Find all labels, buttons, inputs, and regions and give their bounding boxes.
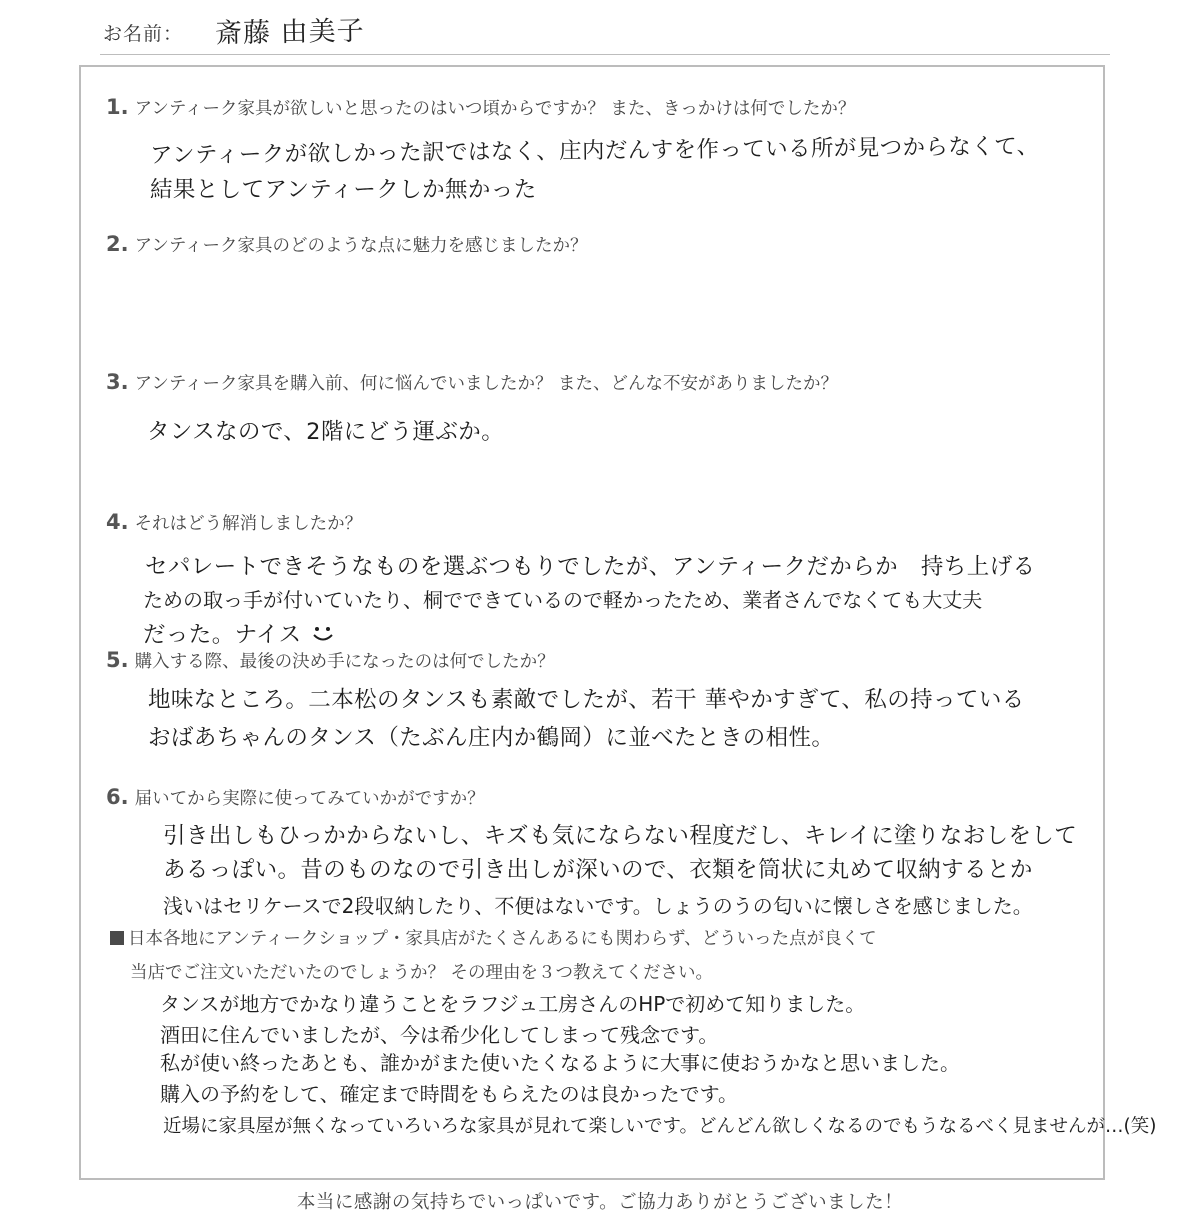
question-5 xyxy=(106,648,555,673)
answer-6-line-2: あるっぽい。昔のものなので引き出しが深いので、衣類を筒状に丸めて収納するとか xyxy=(163,857,1033,883)
question-text: アンティーク家具のどのような点に魅力を感じましたか？ xyxy=(134,236,588,256)
question-number: 4. xyxy=(106,510,129,534)
special-answer-line-4: 購入の予約をして、確定まで時間をもらえたのは良かったです。 xyxy=(160,1082,738,1106)
question-text: 届いてから実際に使ってみていかがですか？ xyxy=(134,789,485,809)
answer-4-line-3-text: だった。ナイス xyxy=(143,622,302,648)
question-number: 1. xyxy=(106,95,129,119)
question-number: 2. xyxy=(106,232,129,256)
answer-6-line-1: 引き出しもひっかからないし、キズも気にならない程度だし、キレイに塗りなおしをして xyxy=(163,823,1078,849)
question-text: それはどう解消しましたか？ xyxy=(134,514,363,534)
special-answer-line-3: 私が使い終ったあとも、誰かがまた使いたくなるように大事に使おうかなと思いました。 xyxy=(160,1051,960,1075)
question-4 xyxy=(106,510,362,535)
smiley-face-icon xyxy=(311,624,335,644)
question-text: アンティーク家具が欲しいと思ったのはいつ頃からですか？ また、きっかけは何でしたか？ xyxy=(134,99,856,119)
special-answer-line-1: タンスが地方でかなり違うことをラフジュ工房さんのHPで初めて知りました。 xyxy=(160,992,866,1016)
special-question-text: 日本各地にアンティークショップ・家具店がたくさんあるにも関わらず、どういった点が良くて xyxy=(128,929,877,949)
question-text: 購入する際、最後の決め手になったのは何でしたか？ xyxy=(134,652,555,672)
special-answer-line-2: 酒田に住んでいましたが、今は希少化してしまって残念です。 xyxy=(160,1023,719,1047)
question-number: 3. xyxy=(106,370,129,394)
square-bullet-icon xyxy=(110,931,124,945)
answer-4-line-2: ための取っ手が付いていたり、桐でできているので軽かったため、業者さんでなくても大丈夫 xyxy=(143,588,983,612)
question-6 xyxy=(106,785,485,810)
answer-3-line-1: タンスなので、2階にどう運ぶか。 xyxy=(147,419,505,445)
name-row xyxy=(103,14,365,50)
answer-1-line-1: アンティークが欲しかった訳ではなく、庄内だんすを作っている所が見つからなくて、 xyxy=(149,133,1040,169)
name-label: お名前： xyxy=(103,22,184,45)
answer-5-line-1: 地味なところ。二本松のタンスも素敵でしたが、若干 華やかすぎて、私の持っている xyxy=(148,687,1025,713)
question-text: アンティーク家具を購入前、何に悩んでいましたか？ また、どんな不安がありましたか？ xyxy=(134,374,839,394)
name-value: 斎藤 由美子 xyxy=(214,15,365,50)
question-number: 6. xyxy=(106,785,129,809)
footer-thanks: 本当に感謝の気持ちでいっぱいです。ご協力ありがとうございました！ xyxy=(296,1192,904,1213)
answer-4-line-3 xyxy=(143,617,335,649)
question-2 xyxy=(106,232,588,257)
special-question-line-1 xyxy=(110,925,877,950)
question-number: 5. xyxy=(106,648,129,672)
answer-6-line-3: 浅いはセリケースで2段収納したり、不便はないです。しょうのうの匂いに懐しさを感じました。 xyxy=(163,894,1033,918)
question-3 xyxy=(106,370,838,395)
special-question-line-2: 当店でご注文いただいたのでしょうか？ その理由を３つ教えてください。 xyxy=(130,963,714,983)
answer-4-line-1: セパレートできそうなものを選ぶつもりでしたが、アンティークだからか 持ち上げる xyxy=(145,554,1036,580)
name-underline xyxy=(100,54,1110,55)
question-1 xyxy=(106,95,855,120)
special-answer-line-5: 近場に家具屋が無くなっていろいろな家具が見れて楽しいです。どんどん欲しくなるのでもうなるべく見ませんが…(笑) xyxy=(163,1116,1157,1137)
answer-1-line-2: 結果としてアンティークしか無かった xyxy=(150,177,537,203)
answer-5-line-2: おばあちゃんのタンス（たぶん庄内か鶴岡）に並べたときの相性。 xyxy=(148,725,835,751)
